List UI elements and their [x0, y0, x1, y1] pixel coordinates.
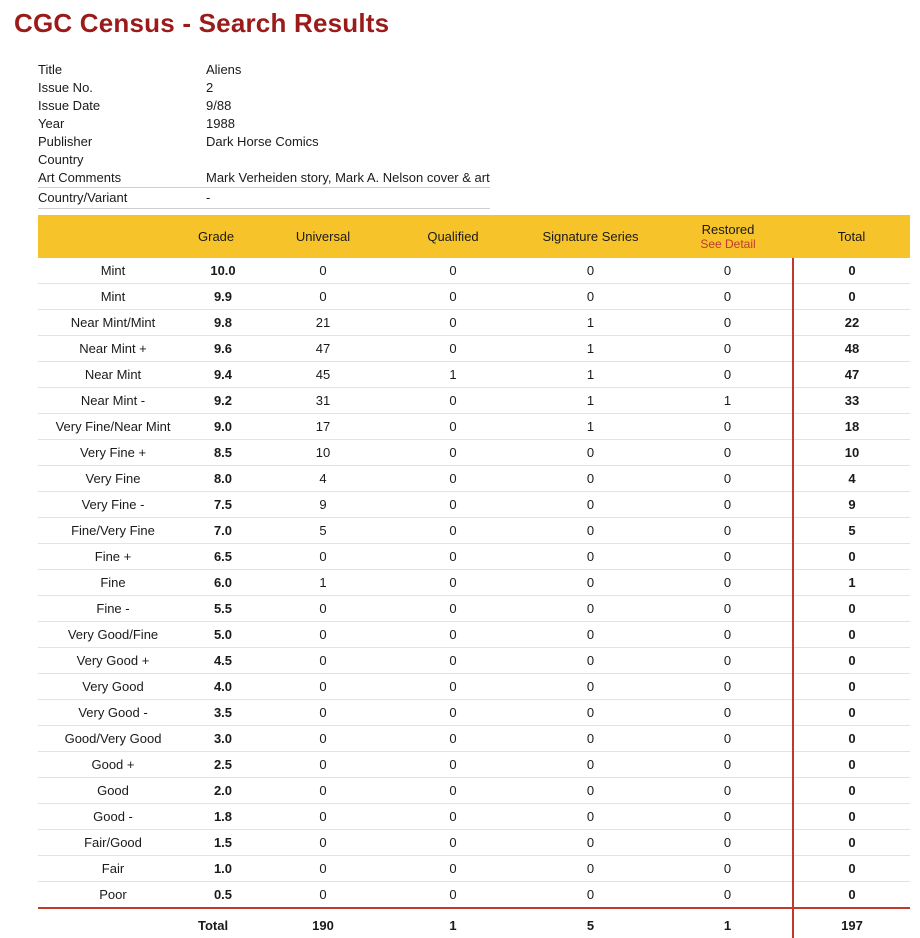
- cell-qualified: 0: [388, 648, 518, 674]
- cell-restored: 0: [663, 856, 793, 882]
- cell-description: Very Fine -: [38, 492, 188, 518]
- cell-grade: 8.5: [188, 440, 258, 466]
- table-row: [38, 414, 910, 440]
- cell-grade: 7.0: [188, 518, 258, 544]
- cell-signature: 0: [518, 596, 663, 622]
- cell-grade: 6.5: [188, 544, 258, 570]
- cell-signature: 0: [518, 518, 663, 544]
- cell-qualified: 0: [388, 804, 518, 830]
- cell-total: 18: [793, 414, 910, 440]
- cell-signature: 0: [518, 804, 663, 830]
- column-header-signature-series: Signature Series: [518, 215, 663, 258]
- metadata-value: [206, 151, 490, 169]
- table-row: [38, 596, 910, 622]
- cell-grade: 10.0: [188, 258, 258, 284]
- cell-universal: 47: [258, 336, 388, 362]
- cell-qualified: 0: [388, 492, 518, 518]
- cell-signature: 0: [518, 466, 663, 492]
- cell-grade: 9.8: [188, 310, 258, 336]
- cell-universal: 0: [258, 726, 388, 752]
- totals-restored: 1: [663, 908, 793, 938]
- cell-universal: 0: [258, 830, 388, 856]
- table-row: [38, 544, 910, 570]
- census-table-wrap: [38, 215, 910, 938]
- cell-qualified: 1: [388, 362, 518, 388]
- cell-signature: 0: [518, 258, 663, 284]
- metadata-value: 1988: [206, 116, 235, 131]
- cell-description: Near Mint +: [38, 336, 188, 362]
- cell-signature: 1: [518, 388, 663, 414]
- cell-qualified: 0: [388, 466, 518, 492]
- cell-total: 0: [793, 700, 910, 726]
- cell-qualified: 0: [388, 700, 518, 726]
- cell-description: Fair: [38, 856, 188, 882]
- metadata-row: [38, 151, 490, 169]
- cell-qualified: 0: [388, 570, 518, 596]
- cell-signature: 1: [518, 336, 663, 362]
- column-header-grade: Grade: [188, 215, 258, 258]
- cell-grade: 2.5: [188, 752, 258, 778]
- cell-universal: 0: [258, 882, 388, 909]
- cell-signature: 0: [518, 700, 663, 726]
- cell-total: 0: [793, 544, 910, 570]
- cell-signature: 0: [518, 830, 663, 856]
- cell-restored: 0: [663, 310, 793, 336]
- column-header-description: [38, 215, 188, 258]
- cell-total: 0: [793, 596, 910, 622]
- cell-restored: 0: [663, 622, 793, 648]
- cell-grade: 7.5: [188, 492, 258, 518]
- cell-restored: 0: [663, 882, 793, 909]
- cell-qualified: 0: [388, 726, 518, 752]
- cell-grade: 6.0: [188, 570, 258, 596]
- cell-universal: 9: [258, 492, 388, 518]
- cell-description: Good +: [38, 752, 188, 778]
- table-row: [38, 518, 910, 544]
- cell-universal: 1: [258, 570, 388, 596]
- cell-restored: 0: [663, 440, 793, 466]
- totals-total: 197: [793, 908, 910, 938]
- cell-restored: 0: [663, 700, 793, 726]
- cell-universal: 17: [258, 414, 388, 440]
- column-header-restored: [663, 215, 793, 258]
- table-row: [38, 830, 910, 856]
- column-header-universal: Universal: [258, 215, 388, 258]
- cell-grade: 5.5: [188, 596, 258, 622]
- cell-description: Near Mint: [38, 362, 188, 388]
- restored-label: Restored: [701, 222, 755, 237]
- cell-universal: 21: [258, 310, 388, 336]
- cell-qualified: 0: [388, 830, 518, 856]
- cell-total: 0: [793, 726, 910, 752]
- table-row: [38, 310, 910, 336]
- census-page: [0, 8, 920, 938]
- totals-description: [38, 908, 188, 938]
- cell-grade: 2.0: [188, 778, 258, 804]
- cell-restored: 0: [663, 492, 793, 518]
- metadata-label: Year: [38, 116, 65, 131]
- cell-signature: 0: [518, 752, 663, 778]
- cell-description: Very Good -: [38, 700, 188, 726]
- cell-qualified: 0: [388, 518, 518, 544]
- table-row: [38, 336, 910, 362]
- table-row: [38, 362, 910, 388]
- cell-universal: 0: [258, 856, 388, 882]
- cell-signature: 0: [518, 674, 663, 700]
- totals-qualified: 1: [388, 908, 518, 938]
- totals-signature: 5: [518, 908, 663, 938]
- see-detail-link[interactable]: See Detail: [700, 237, 756, 251]
- cell-restored: 1: [663, 388, 793, 414]
- cell-grade: 3.0: [188, 726, 258, 752]
- cell-restored: 0: [663, 336, 793, 362]
- table-row: [38, 778, 910, 804]
- cell-total: 0: [793, 778, 910, 804]
- cell-description: Very Fine +: [38, 440, 188, 466]
- cell-grade: 1.5: [188, 830, 258, 856]
- cell-signature: 1: [518, 362, 663, 388]
- metadata-row: [38, 79, 490, 97]
- cell-signature: 0: [518, 648, 663, 674]
- cell-qualified: 0: [388, 440, 518, 466]
- metadata-value: Mark Verheiden story, Mark A. Nelson cover & art: [206, 170, 490, 185]
- cell-grade: 9.9: [188, 284, 258, 310]
- cell-signature: 0: [518, 544, 663, 570]
- cell-signature: 0: [518, 856, 663, 882]
- cell-universal: 0: [258, 674, 388, 700]
- cell-restored: 0: [663, 518, 793, 544]
- cell-total: 0: [793, 804, 910, 830]
- cell-total: 0: [793, 882, 910, 909]
- cell-qualified: 0: [388, 544, 518, 570]
- cell-description: Very Fine: [38, 466, 188, 492]
- cell-total: 1: [793, 570, 910, 596]
- metadata-label: Title: [38, 62, 63, 77]
- table-row: [38, 388, 910, 414]
- metadata-label: Art Comments: [38, 170, 122, 185]
- cell-restored: 0: [663, 284, 793, 310]
- cell-total: 4: [793, 466, 910, 492]
- cell-universal: 0: [258, 258, 388, 284]
- cell-restored: 0: [663, 830, 793, 856]
- cell-universal: 0: [258, 622, 388, 648]
- cell-signature: 0: [518, 440, 663, 466]
- cell-description: Good/Very Good: [38, 726, 188, 752]
- cell-description: Fine: [38, 570, 188, 596]
- cell-grade: 8.0: [188, 466, 258, 492]
- cell-description: Mint: [38, 284, 188, 310]
- column-header-qualified: Qualified: [388, 215, 518, 258]
- cell-universal: 5: [258, 518, 388, 544]
- totals-row: [38, 908, 910, 938]
- cell-description: Fine/Very Fine: [38, 518, 188, 544]
- cell-total: 0: [793, 830, 910, 856]
- issue-metadata: [38, 61, 490, 209]
- metadata-label: Issue No.: [38, 80, 93, 95]
- totals-universal: 190: [258, 908, 388, 938]
- cell-grade: 1.8: [188, 804, 258, 830]
- cell-description: Near Mint/Mint: [38, 310, 188, 336]
- cell-total: 0: [793, 752, 910, 778]
- cell-grade: 9.2: [188, 388, 258, 414]
- cell-total: 33: [793, 388, 910, 414]
- cell-restored: 0: [663, 804, 793, 830]
- cell-universal: 0: [258, 804, 388, 830]
- table-row: [38, 856, 910, 882]
- cell-qualified: 0: [388, 596, 518, 622]
- table-row: [38, 622, 910, 648]
- metadata-value: 2: [206, 80, 214, 95]
- cell-signature: 0: [518, 622, 663, 648]
- cell-total: 0: [793, 622, 910, 648]
- cell-universal: 0: [258, 752, 388, 778]
- cell-universal: 10: [258, 440, 388, 466]
- cell-qualified: 0: [388, 674, 518, 700]
- cell-grade: 9.0: [188, 414, 258, 440]
- cell-universal: 45: [258, 362, 388, 388]
- cell-qualified: 0: [388, 752, 518, 778]
- cell-total: 0: [793, 284, 910, 310]
- cell-grade: 3.5: [188, 700, 258, 726]
- cell-total: 10: [793, 440, 910, 466]
- cell-restored: 0: [663, 414, 793, 440]
- cell-signature: 1: [518, 310, 663, 336]
- table-row: [38, 466, 910, 492]
- cell-qualified: 0: [388, 882, 518, 909]
- cell-qualified: 0: [388, 388, 518, 414]
- cell-universal: 0: [258, 700, 388, 726]
- census-table: [38, 215, 910, 938]
- cell-qualified: 0: [388, 414, 518, 440]
- cell-qualified: 0: [388, 622, 518, 648]
- cell-total: 5: [793, 518, 910, 544]
- cell-qualified: 0: [388, 284, 518, 310]
- metadata-label: Country: [38, 152, 84, 167]
- column-header-total: Total: [793, 215, 910, 258]
- metadata-value-variant: -: [206, 188, 490, 209]
- table-row: [38, 570, 910, 596]
- cell-total: 47: [793, 362, 910, 388]
- metadata-row: [38, 97, 490, 115]
- cell-universal: 0: [258, 648, 388, 674]
- table-row: [38, 648, 910, 674]
- cell-universal: 0: [258, 544, 388, 570]
- cell-signature: 0: [518, 726, 663, 752]
- cell-description: Good: [38, 778, 188, 804]
- totals-label: Total: [188, 908, 258, 938]
- metadata-row: [38, 169, 490, 188]
- table-row: [38, 700, 910, 726]
- cell-grade: 5.0: [188, 622, 258, 648]
- metadata-label: Issue Date: [38, 98, 101, 113]
- cell-description: Poor: [38, 882, 188, 909]
- cell-signature: 0: [518, 284, 663, 310]
- cell-total: 0: [793, 856, 910, 882]
- cell-grade: 4.5: [188, 648, 258, 674]
- cell-qualified: 0: [388, 310, 518, 336]
- metadata-label: Publisher: [38, 134, 93, 149]
- cell-restored: 0: [663, 726, 793, 752]
- cell-grade: 9.6: [188, 336, 258, 362]
- cell-total: 0: [793, 258, 910, 284]
- cell-description: Very Fine/Near Mint: [38, 414, 188, 440]
- cell-description: Very Good: [38, 674, 188, 700]
- cell-description: Near Mint -: [38, 388, 188, 414]
- metadata-row: [38, 133, 490, 151]
- cell-grade: 0.5: [188, 882, 258, 909]
- cell-universal: 4: [258, 466, 388, 492]
- table-row: [38, 674, 910, 700]
- cell-description: Fine -: [38, 596, 188, 622]
- table-row: [38, 440, 910, 466]
- cell-description: Fair/Good: [38, 830, 188, 856]
- cell-description: Very Good/Fine: [38, 622, 188, 648]
- cell-description: Fine +: [38, 544, 188, 570]
- cell-total: 0: [793, 648, 910, 674]
- metadata-value: Aliens: [206, 62, 242, 77]
- cell-total: 0: [793, 674, 910, 700]
- cell-qualified: 0: [388, 778, 518, 804]
- cell-universal: 31: [258, 388, 388, 414]
- metadata-value: 9/88: [206, 98, 232, 113]
- census-header-row: [38, 215, 910, 258]
- cell-grade: 9.4: [188, 362, 258, 388]
- cell-restored: 0: [663, 466, 793, 492]
- table-row: [38, 804, 910, 830]
- cell-restored: 0: [663, 752, 793, 778]
- table-row: [38, 258, 910, 284]
- table-row: [38, 752, 910, 778]
- cell-signature: 0: [518, 882, 663, 909]
- cell-universal: 0: [258, 778, 388, 804]
- cell-total: 9: [793, 492, 910, 518]
- table-row: [38, 726, 910, 752]
- cell-description: Very Good +: [38, 648, 188, 674]
- cell-universal: 0: [258, 284, 388, 310]
- cell-grade: 4.0: [188, 674, 258, 700]
- cell-restored: 0: [663, 544, 793, 570]
- metadata-row: [38, 115, 490, 133]
- metadata-row: [38, 61, 490, 79]
- cell-restored: 0: [663, 258, 793, 284]
- page-title: CGC Census - Search Results: [14, 8, 390, 38]
- metadata-label-variant: Country/Variant: [38, 188, 206, 209]
- cell-total: 22: [793, 310, 910, 336]
- cell-signature: 1: [518, 414, 663, 440]
- cell-restored: 0: [663, 362, 793, 388]
- cell-description: Good -: [38, 804, 188, 830]
- cell-grade: 1.0: [188, 856, 258, 882]
- metadata-value: Dark Horse Comics: [206, 134, 319, 149]
- cell-restored: 0: [663, 778, 793, 804]
- cell-qualified: 0: [388, 856, 518, 882]
- cell-total: 48: [793, 336, 910, 362]
- cell-restored: 0: [663, 570, 793, 596]
- cell-universal: 0: [258, 596, 388, 622]
- cell-description: Mint: [38, 258, 188, 284]
- cell-signature: 0: [518, 570, 663, 596]
- cell-signature: 0: [518, 778, 663, 804]
- cell-signature: 0: [518, 492, 663, 518]
- cell-restored: 0: [663, 648, 793, 674]
- table-row: [38, 492, 910, 518]
- table-row: [38, 284, 910, 310]
- cell-restored: 0: [663, 674, 793, 700]
- cell-qualified: 0: [388, 258, 518, 284]
- metadata-row-variant: [38, 188, 490, 209]
- cell-qualified: 0: [388, 336, 518, 362]
- cell-restored: 0: [663, 596, 793, 622]
- table-row: [38, 882, 910, 909]
